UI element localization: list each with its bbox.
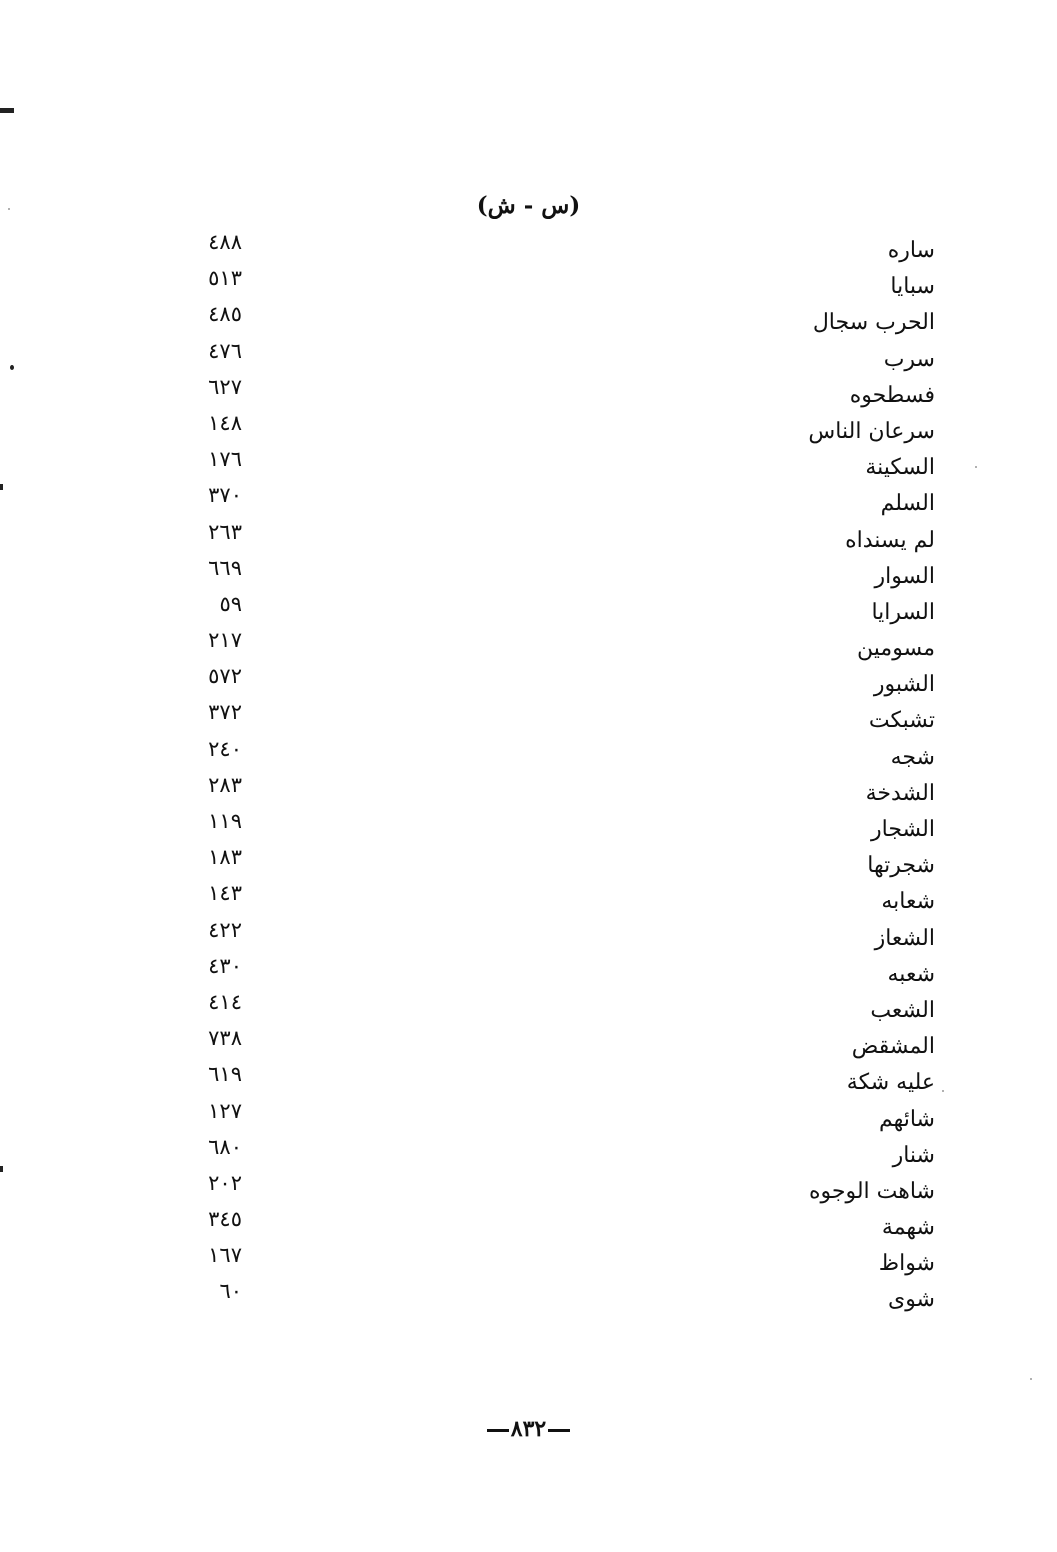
list-item <box>0 773 1057 809</box>
index-term: شعبه <box>887 961 935 987</box>
list-item <box>0 954 1057 990</box>
index-term: شجه <box>890 744 935 770</box>
list-item <box>0 881 1057 917</box>
section-heading: (س - ش) <box>476 192 581 219</box>
index-page-ref: ٤٧٦ <box>208 338 242 363</box>
index-term: عليه شكة <box>846 1070 935 1096</box>
list-item <box>0 628 1057 664</box>
index-term: شائهم <box>878 1106 935 1132</box>
index-term: تشبكت <box>868 708 935 734</box>
list-item <box>0 1171 1057 1207</box>
list-item <box>0 411 1057 447</box>
index-page-ref: ١٤٨ <box>208 410 242 435</box>
list-item <box>0 447 1057 483</box>
index-page-ref: ٤٢٢ <box>208 917 242 942</box>
list-item <box>0 556 1057 592</box>
index-page-ref: ٣٧٢ <box>208 700 242 725</box>
index-page-ref: ٢٤٠ <box>208 736 242 761</box>
index-page-ref: ١٨٣ <box>208 845 242 870</box>
list-item <box>0 520 1057 556</box>
index-page-ref: ١٦٧ <box>208 1243 242 1268</box>
list-item <box>0 809 1057 845</box>
index-page-ref: ٧٣٨ <box>208 1026 242 1051</box>
index-term: شهمة <box>881 1215 935 1241</box>
index-term: شعابه <box>881 889 935 915</box>
index-term: الحرب سجال <box>812 310 935 336</box>
index-page-ref: ٤٨٨ <box>208 230 242 254</box>
list-item <box>0 592 1057 628</box>
page-number-value: ٨٣٢ <box>510 1416 547 1442</box>
index-page-ref: ٤٨٥ <box>208 302 242 327</box>
scan-speck <box>1030 1378 1032 1380</box>
list-item <box>0 483 1057 519</box>
index-term: مسومين <box>857 636 935 662</box>
index-page-ref: ٦٨٠ <box>208 1134 242 1159</box>
page-number <box>0 1416 1057 1442</box>
index-page-ref: ٥٩ <box>219 591 242 616</box>
index-term: لم يسنداه <box>845 527 935 553</box>
index-term: السكينة <box>865 455 935 481</box>
list-item <box>0 339 1057 375</box>
index-term: شنار <box>892 1142 935 1168</box>
list-item <box>0 990 1057 1026</box>
index-page-ref: ١٤٣ <box>208 881 242 906</box>
index-term: الشعاز <box>874 925 935 951</box>
index-page-ref: ٦٢٧ <box>208 374 242 399</box>
index-term: الشجار <box>871 817 935 842</box>
list-item <box>0 1207 1057 1243</box>
index-page-ref: ٤٣٠ <box>208 953 242 978</box>
list-item <box>0 664 1057 700</box>
index-term: شجرتها <box>867 853 935 879</box>
index-term: الشبور <box>873 672 935 698</box>
list-item <box>0 1243 1057 1279</box>
scan-edge-mark <box>0 108 14 113</box>
index-page-ref: ١١٩ <box>208 809 242 833</box>
index-term: المشقض <box>851 1034 935 1060</box>
index-page-ref: ٤١٤ <box>208 989 242 1014</box>
page-number-dash-right <box>548 1429 570 1432</box>
list-item <box>0 1026 1057 1062</box>
list-item <box>0 1135 1057 1171</box>
list-item <box>0 700 1057 736</box>
index-page-ref: ٢٨٣ <box>208 772 242 797</box>
index-page-ref: ٦٦٩ <box>208 555 242 580</box>
index-term: السرايا <box>871 599 935 625</box>
index-term: شواظ <box>878 1251 935 1277</box>
index-term: فسطحوه <box>849 382 935 408</box>
index-term: السوار <box>874 563 935 589</box>
index-term: ساره <box>887 238 935 263</box>
page-number-dash-left <box>487 1429 509 1432</box>
list-item <box>0 1062 1057 1098</box>
index-term: سرب <box>883 346 935 372</box>
index-term: الشعب <box>870 997 935 1023</box>
index-term: شوى <box>887 1287 935 1313</box>
index-page-ref: ٥٧٢ <box>208 664 242 689</box>
index-term: الشدخة <box>865 780 935 806</box>
list-item <box>0 1099 1057 1135</box>
index-page-ref: ٦٠ <box>219 1279 242 1304</box>
index-entries-list <box>0 230 1057 1316</box>
list-item <box>0 737 1057 773</box>
index-page-ref: ٢٦٣ <box>208 519 242 544</box>
index-page-ref: ٢١٧ <box>208 628 242 653</box>
index-term: شاهت الوجوه <box>808 1178 935 1204</box>
list-item <box>0 266 1057 302</box>
index-term: سبايا <box>890 274 935 300</box>
index-page-ref: ١٧٦ <box>208 447 242 472</box>
list-item <box>0 230 1057 266</box>
index-page-ref: ٢٠٢ <box>208 1170 242 1195</box>
index-page-ref: ٣٧٠ <box>208 483 242 508</box>
index-page-ref: ٥١٣ <box>208 266 242 291</box>
index-page-ref: ١٢٧ <box>208 1098 242 1123</box>
list-item <box>0 845 1057 881</box>
list-item <box>0 1279 1057 1315</box>
list-item <box>0 375 1057 411</box>
list-item <box>0 302 1057 338</box>
list-item <box>0 918 1057 954</box>
index-page-ref: ٦١٩ <box>208 1062 242 1087</box>
index-term: سرعان الناس <box>808 418 935 444</box>
index-term: السلم <box>880 491 935 517</box>
index-page-ref: ٣٤٥ <box>208 1207 242 1232</box>
